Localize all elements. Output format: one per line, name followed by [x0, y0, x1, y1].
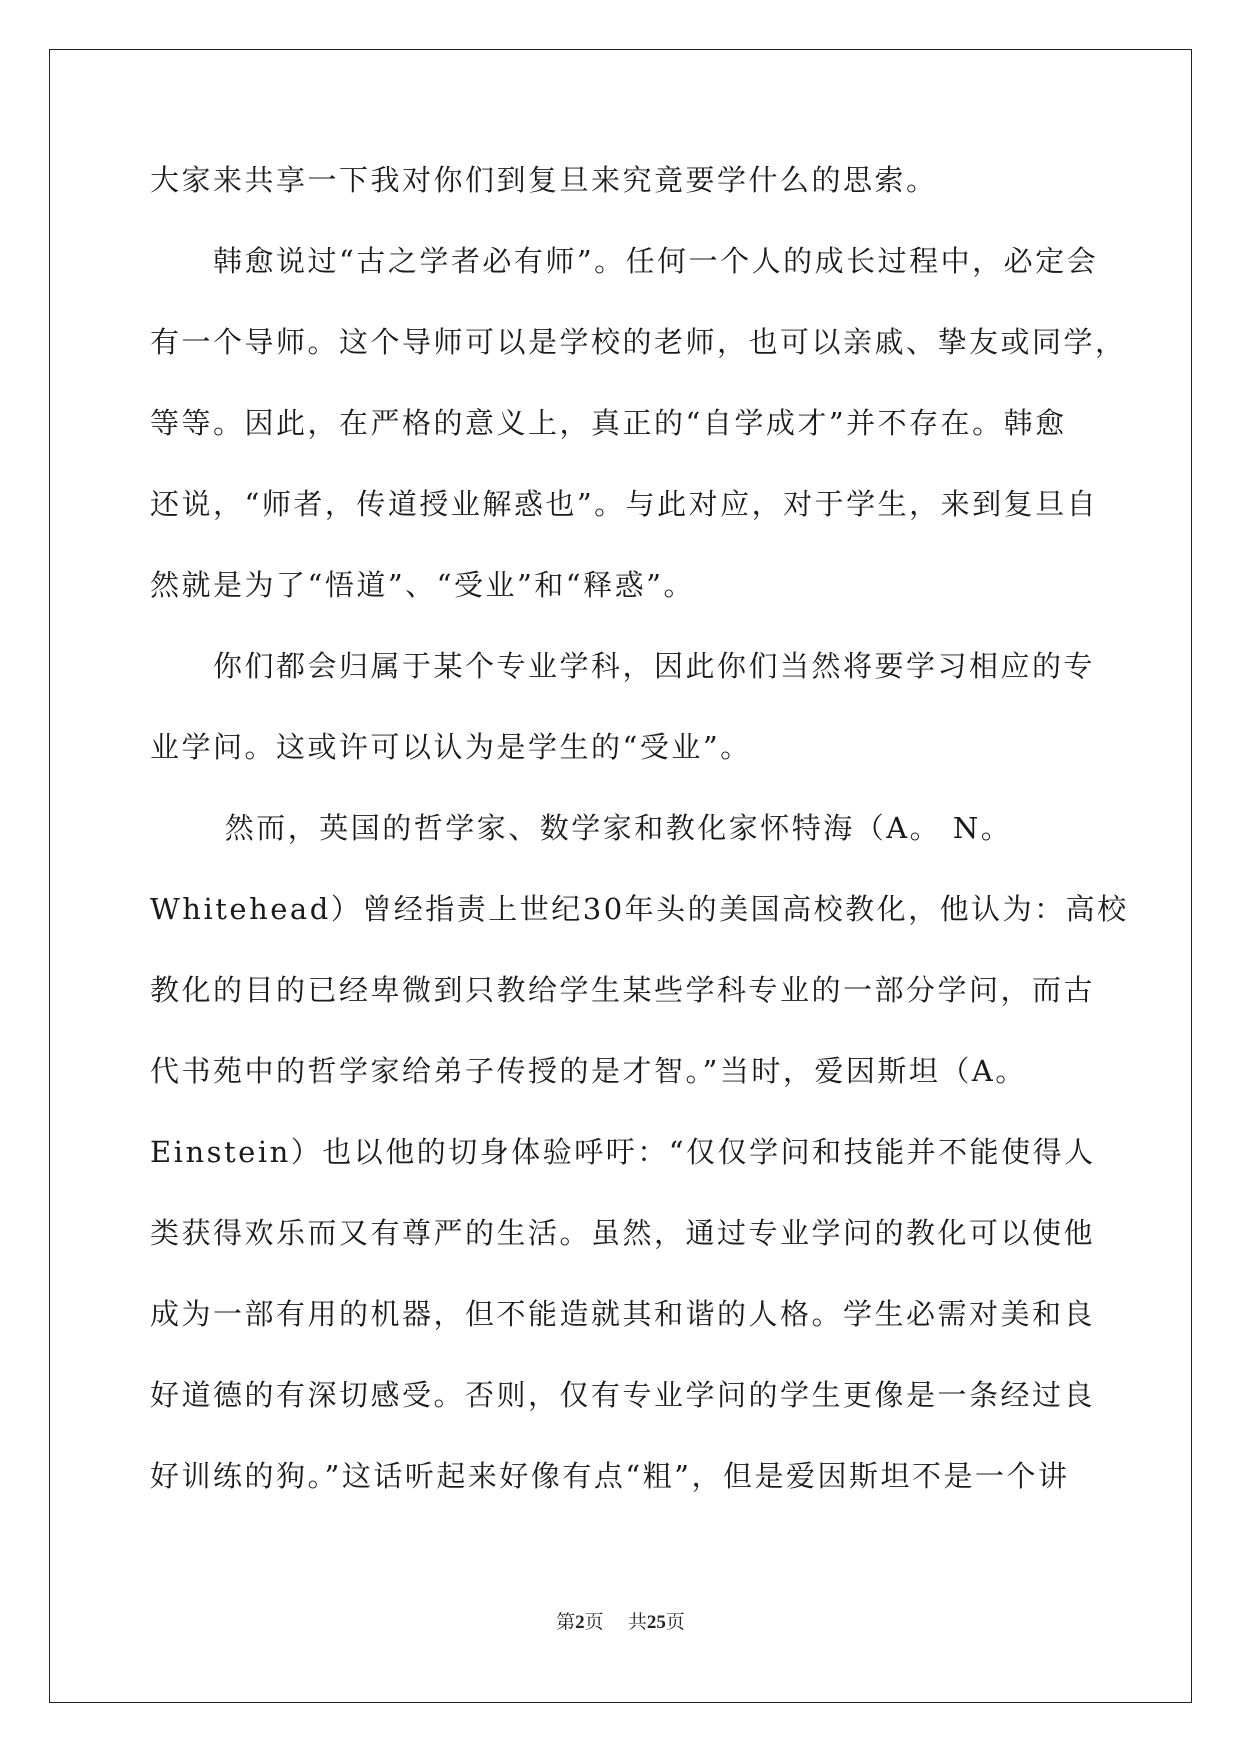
current-page-number: 2 — [575, 1612, 585, 1633]
text-line: 好训练的狗。”这话听起来好像有点“粗”，但是爱因斯坦不是一个讲 — [150, 1459, 1070, 1493]
text-line: 代书苑中的哲学家给弟子传授的是才智。”当时，爱因斯坦（A。 — [150, 1054, 1027, 1088]
footer-total-suffix: 页 — [665, 1611, 685, 1633]
text-line: 韩愈说过“古之学者必有师”。任何一个人的成长过程中，必定会 — [150, 244, 1099, 278]
text-line: 有一个导师。这个导师可以是学校的老师，也可以亲戚、挚友或同学， — [150, 325, 1127, 359]
text-line: 类获得欢乐而又有尊严的生活。虽然，通过专业学问的教化可以使他 — [150, 1216, 1096, 1250]
footer-prefix: 第 — [556, 1611, 576, 1633]
text-line: 还说，“师者，传道授业解惑也”。与此对应，对于学生，来到复旦自 — [150, 487, 1099, 521]
page-footer — [0, 1607, 1241, 1634]
body-text — [150, 160, 1129, 1537]
text-line: 大家来共享一下我对你们到复旦来究竟要学什么的思索。 — [150, 163, 938, 197]
footer-page-suffix: 页 — [584, 1611, 604, 1633]
text-line: 等等。因此，在严格的意义上，真正的“自学成才”并不存在。韩愈 — [150, 406, 1067, 440]
text-line: Whitehead）曾经指责上世纪30年头的美国高校教化，他认为：高校 — [150, 892, 1129, 926]
text-line: 教化的目的已经卑微到只教给学生某些学科专业的一部分学问，而古 — [150, 973, 1096, 1007]
text-line: 成为一部有用的机器，但不能造就其和谐的人格。学生必需对美和良 — [150, 1297, 1096, 1331]
text-line: 业学问。这或许可以认为是学生的“受业”。 — [150, 730, 752, 764]
total-page-count: 25 — [646, 1612, 666, 1633]
text-line: Einstein）也以他的切身体验呼吁：“仅仅学问和技能并不能使得人 — [150, 1135, 1096, 1169]
text-line: 你们都会归属于某个专业学科，因此你们当然将要学习相应的专 — [150, 649, 1096, 683]
text-line: 然就是为了“悟道”、“受业”和“释惑”。 — [150, 568, 695, 602]
text-line: 然而，英国的哲学家、数学家和教化家怀特海（A。 N。 — [150, 811, 1013, 845]
text-line: 好道德的有深切感受。否则，仅有专业学问的学生更像是一条经过良 — [150, 1378, 1096, 1412]
footer-total-prefix: 共 — [627, 1611, 647, 1633]
